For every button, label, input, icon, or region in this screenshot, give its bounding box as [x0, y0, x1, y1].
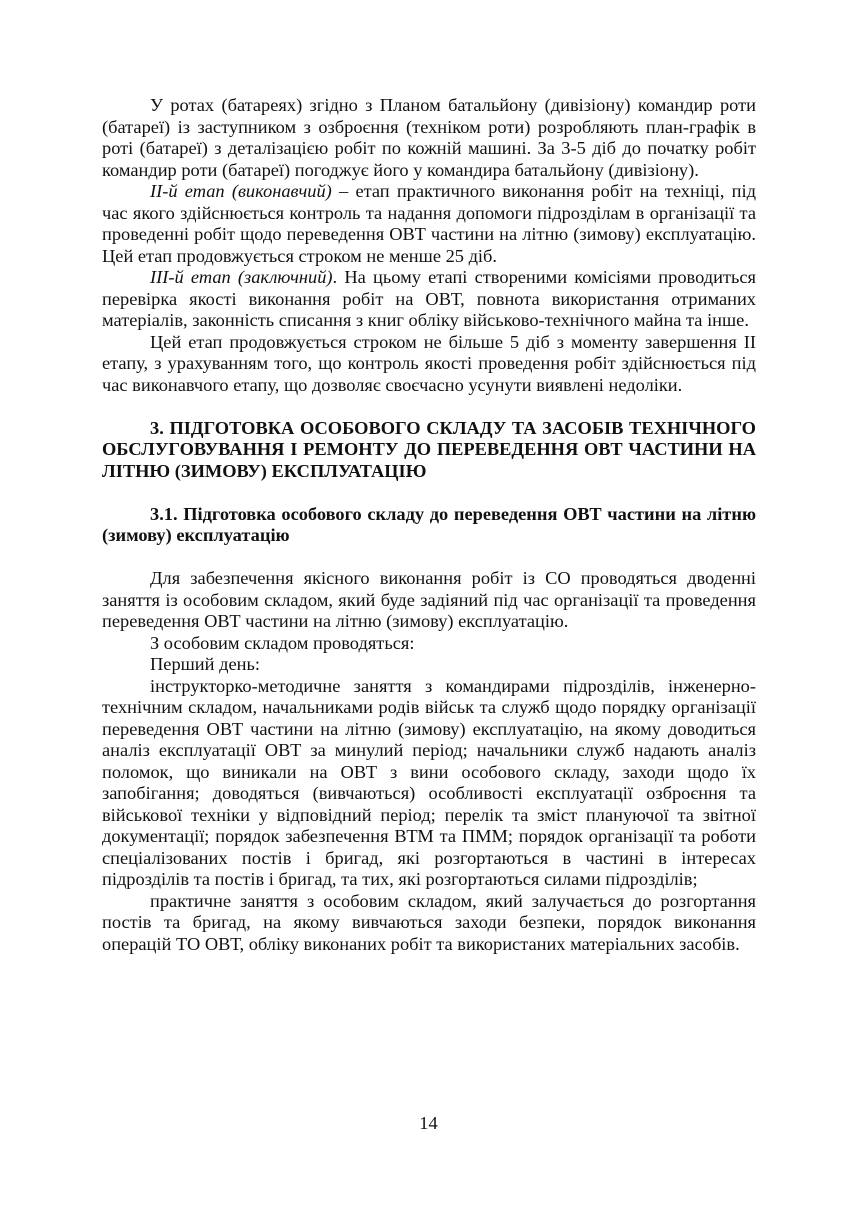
stage-three-text: . На цьому етапі створеними комісіями проводиться перевірка якості виконання робіт на ОВТ, повнота використання отриманих матеріалів, законність списання з книг обліку військово-технічного майна та інше. — [102, 267, 756, 330]
paragraph-conducted: З особовим складом проводяться: — [150, 632, 415, 653]
stage-three-title: III-й етап (заключний) — [150, 267, 333, 287]
paragraph-first-day: Перший день: — [150, 654, 260, 674]
stage-two-title: II-й етап (виконавчий) — [150, 181, 332, 201]
paragraph-stage-duration: Цей етап продовжується строком не більше 5 діб з моменту завершення II етапу, з урахуванням того, що контроль якості проведення робіт здійснюється під час виконавчого етапу, що дозволяє своєчасно усунути виявлені недоліки. — [102, 331, 756, 395]
section-heading-3: 3. ПІДГОТОВКА ОСОБОВОГО СКЛАДУ ТА ЗАСОБІВ ТЕХНІЧНОГО ОБСЛУГОВУВАННЯ І РЕМОНТУ ДО ПЕРЕВЕДЕННЯ ОВТ ЧАСТИНИ НА ЛІТНЮ (ЗИМОВУ) ЕКСПЛУАТАЦІЮ — [102, 417, 756, 481]
paragraph-company-plan: У ротах (батареях) згідно з Планом батальйону (дивізіону) командир роти (батареї) із заступником з озброєння (техніком роти) розробляють план-графік в роті (батареї) з деталізацією робіт по кожній машині. За 3-5 діб до початку робіт командир роти (батареї) погоджує його у командира батальйону (дивізіону). — [102, 95, 756, 180]
paragraph-stage-three — [102, 267, 756, 332]
subsection-heading-3-1: 3.1. Підготовка особового складу до переведення ОВТ частини на літню (зимову) експлуатацію — [102, 503, 756, 545]
paragraph-training-intro: Для забезпечення якісного виконання робіт із СО проводяться дводенні заняття із особовим складом, який буде задіяний під час організації та проведення переведення ОВТ частини на літню (зимову) експлуатацію. — [102, 568, 756, 631]
paragraph-stage-two — [102, 181, 756, 267]
page-number: 14 — [419, 1113, 438, 1133]
stage-two-text: – етап практичного виконання робіт на техніці, під час якого здійснюється контроль та надання допомоги підрозділам в організації та проведенні робіт щодо переведення ОВТ частини на літню (зимову) експлуатацію. Цей етап продовжується строком не менше 25 діб. — [102, 181, 756, 266]
paragraph-instructor-session: інструкторко-методичне заняття з командирами підрозділів, інженерно-технічним складом, начальниками родів військ та служб щодо порядку організації переведення ОВТ частини на літню (зимову) експлуатацію, на якому доводиться аналіз експлуатації ОВТ за минулий період; начальники служб надають аналіз поломок, що виникали на ОВТ з вини особового складу, заходи щодо їх запобігання; доводяться (вивчаються) особливості експлуатації озброєння та військової техніки у відповідний період; перелік та зміст плануючої та звітної документації; порядок забезпечення ВТМ та ПММ; порядок організації та роботи спеціалізованих постів і бригад, які розгортаються в частині в інтересах підрозділів та постів і бригад, та тих, які розгортаються силами підрозділів; — [102, 675, 756, 889]
paragraph-practical-session: практичне заняття з особовим складом, який залучається до розгортання постів та бригад, на якому вивчаються заходи безпеки, порядок виконання операцій ТО ОВТ, обліку виконаних робіт та використаних матеріальних засобів. — [102, 890, 756, 954]
page-content — [102, 95, 756, 955]
